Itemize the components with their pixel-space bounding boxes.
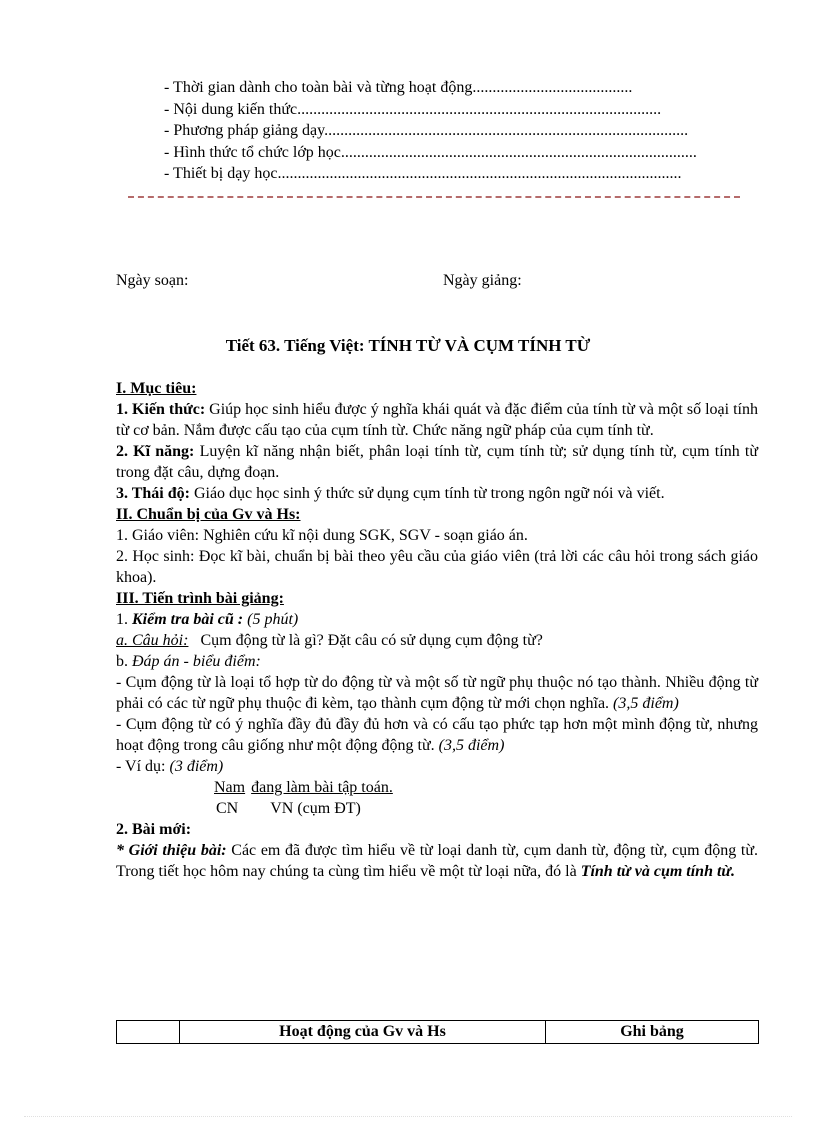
activity-table — [116, 1020, 759, 1044]
paragraph-knowledge — [116, 399, 758, 441]
paragraph-attitude — [116, 483, 758, 504]
page-bottom-rule — [24, 1116, 792, 1117]
example-label: - Ví dụ: — [116, 758, 170, 775]
table-header-row — [117, 1021, 759, 1044]
section-divider — [128, 196, 740, 198]
text-knowledge: Giúp học sinh hiểu được ý nghĩa khái quát và đặc điểm của tính từ và một số loại tính từ cơ bản. Nắm được cấu tạo của cụm tính từ. Chức năng ngữ pháp của cụm tính từ. — [116, 401, 758, 439]
question-text: Cụm động từ là gì? Đặt câu có sử dụng cụm động từ? — [188, 632, 543, 649]
checklist-item: - Nội dung kiến thức........................................................................................... — [164, 101, 662, 118]
lesson-title: Tiết 63. Tiếng Việt: TÍNH TỪ VÀ CỤM TÍNH TỪ — [225, 336, 591, 355]
answer-label: Đáp án - biểu điểm: — [132, 653, 261, 670]
answer-number: b. — [116, 653, 132, 670]
heading-preparation: II. Chuẩn bị của Gv và Hs: — [116, 506, 301, 523]
check-number: 1. — [116, 611, 132, 628]
paragraph-answer-1 — [116, 672, 758, 714]
paragraph-check — [116, 609, 758, 630]
example-score: (3 điểm) — [169, 758, 224, 775]
text-attitude: Giáo dục học sinh ý thức sử dụng cụm tính từ trong ngôn ngữ nói và viết. — [189, 485, 665, 502]
intro-text: Các em đã được tìm hiểu về từ loại danh từ, cụm danh từ, động từ, cụm động từ. Trong tiết học hôm nay chúng ta cùng tìm hiểu về một từ loại nữa, đó là — [116, 842, 758, 880]
table-header-board: Ghi bảng — [546, 1021, 759, 1044]
lesson-body — [116, 378, 758, 882]
answer1-text: - Cụm động từ là loại tổ hợp từ do động từ và một số từ ngữ phụ thuộc nó tạo thành. Nhiều động từ phải có các từ ngữ phụ thuộc đi kèm, tạo thành cụm động từ mới chọn nghĩa. — [116, 674, 758, 712]
answer2-score: (3,5 điểm) — [434, 737, 505, 754]
paragraph-example — [116, 756, 758, 777]
checklist-item: - Hình thức tổ chức lớp học......................................................................................... — [164, 144, 697, 161]
text-skill: Luyện kĩ năng nhận biết, phân loại tính từ, cụm tính từ; sử dụng tính từ, cụm tính từ trong đặt câu, dựng đoạn. — [116, 443, 759, 481]
example-sentence — [214, 777, 758, 798]
table-header-blank — [117, 1021, 180, 1044]
paragraph-student: 2. Học sinh: Đọc kĩ bài, chuẩn bị bài theo yêu cầu của giáo viên (trả lời các câu hỏi trong sách giáo khoa). — [116, 548, 758, 586]
heading-objectives: I. Mục tiêu: — [116, 380, 197, 397]
paragraph-answer-heading — [116, 651, 758, 672]
check-label: Kiểm tra bài cũ : — [132, 611, 244, 628]
paragraph-intro — [116, 840, 758, 882]
date-taught: Ngày giảng: — [443, 272, 522, 289]
intro-topic: Tính từ và cụm tính từ. — [580, 863, 735, 880]
checklist-item: - Phương pháp giảng dạy........................................................................................... — [164, 122, 689, 139]
answer2-text: - Cụm động từ có ý nghĩa đầy đủ đầy đủ hơn và có cấu tạo phức tạp hơn một mình động từ, nhưng hoạt động trong câu giống như một động động từ. — [116, 716, 758, 754]
example-cn: CN — [216, 800, 239, 817]
example-vn: VN (cụm ĐT) — [270, 800, 361, 817]
paragraph-question — [116, 630, 758, 651]
check-time: (5 phút) — [243, 611, 299, 628]
date-prepared: Ngày soạn: — [116, 272, 189, 289]
example-subject: Nam — [214, 779, 246, 796]
intro-label: * Giới thiệu bài: — [116, 842, 227, 859]
paragraph-answer-2 — [116, 714, 758, 756]
label-attitude: 3. Thái độ: — [116, 485, 190, 502]
example-analysis — [216, 798, 758, 819]
heading-procedure: III. Tiến trình bài giảng: — [116, 590, 284, 607]
paragraph-teacher: 1. Giáo viên: Nghiên cứu kĩ nội dung SGK, SGV - soạn giáo án. — [116, 527, 528, 544]
question-label: a. Câu hỏi: — [116, 632, 189, 649]
example-predicate: đang làm bài tập toán. — [251, 779, 393, 796]
paragraph-skill — [116, 441, 758, 483]
checklist-item: - Thời gian dành cho toàn bài và từng hoạt động........................................ — [164, 79, 633, 96]
label-skill: 2. Kĩ năng: — [116, 443, 195, 460]
label-knowledge: 1. Kiến thức: — [116, 401, 206, 418]
answer1-score: (3,5 điểm) — [609, 695, 679, 712]
table-header-activities: Hoạt động của Gv và Hs — [180, 1021, 546, 1044]
heading-new-lesson: 2. Bài mới: — [116, 821, 192, 838]
checklist-item: - Thiết bị dạy học..................................................................................................... — [164, 165, 682, 182]
